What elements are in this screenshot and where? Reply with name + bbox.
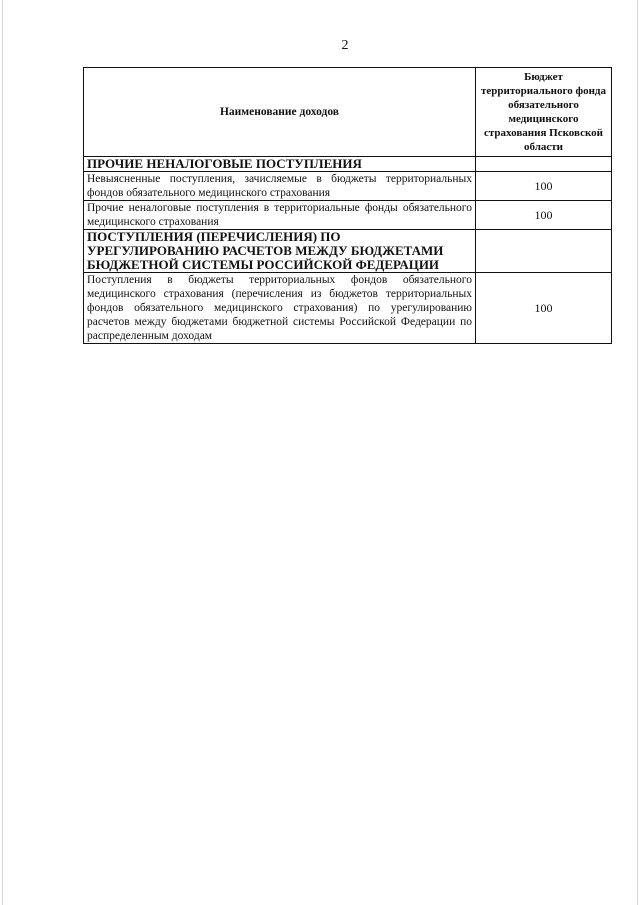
page-edge-right <box>637 0 638 905</box>
page-edge-left <box>2 0 3 905</box>
row-name-other-non-tax-receipts: Прочие неналоговые поступления в территориальные фонды обязательного медицинского страхования <box>84 201 476 230</box>
revenue-table <box>83 67 612 344</box>
section-row <box>84 157 612 172</box>
section-value-empty <box>476 157 612 172</box>
section-row <box>84 230 612 273</box>
row-name-settlement-receipts: Поступления в бюджеты территориальных фондов обязательного медицинского страхования (перечисления из бюджетов территориальных фондов обязательного медицинского страхования) по урегулированию расчетов между бюджетами бюджетной системы Российской Федерации по распределенным доходам <box>84 273 476 344</box>
table-row <box>84 201 612 230</box>
section-title-other-non-tax: ПРОЧИЕ НЕНАЛОГОВЫЕ ПОСТУПЛЕНИЯ <box>84 157 476 172</box>
section-title-settlements: ПОСТУПЛЕНИЯ (ПЕРЕЧИСЛЕНИЯ) ПО УРЕГУЛИРОВАНИЮ РАСЧЕТОВ МЕЖДУ БЮДЖЕТАМИ БЮДЖЕТНОЙ СИСТЕМЫ РОССИЙСКОЙ ФЕДЕРАЦИИ <box>84 230 476 273</box>
table-row <box>84 172 612 201</box>
header-revenue-name: Наименование доходов <box>84 68 476 157</box>
table-header-row <box>84 68 612 157</box>
table-row <box>84 273 612 344</box>
section-value-empty <box>476 230 612 273</box>
header-budget-fund: Бюджет территориального фонда обязательного медицинского страхования Псковской области <box>476 68 612 157</box>
row-name-unidentified-receipts: Невыясненные поступления, зачисляемые в бюджеты территориальных фондов обязательного медицинского страхования <box>84 172 476 201</box>
row-value: 100 <box>476 273 612 344</box>
row-value: 100 <box>476 172 612 201</box>
page-number: 2 <box>341 38 349 53</box>
row-value: 100 <box>476 201 612 230</box>
